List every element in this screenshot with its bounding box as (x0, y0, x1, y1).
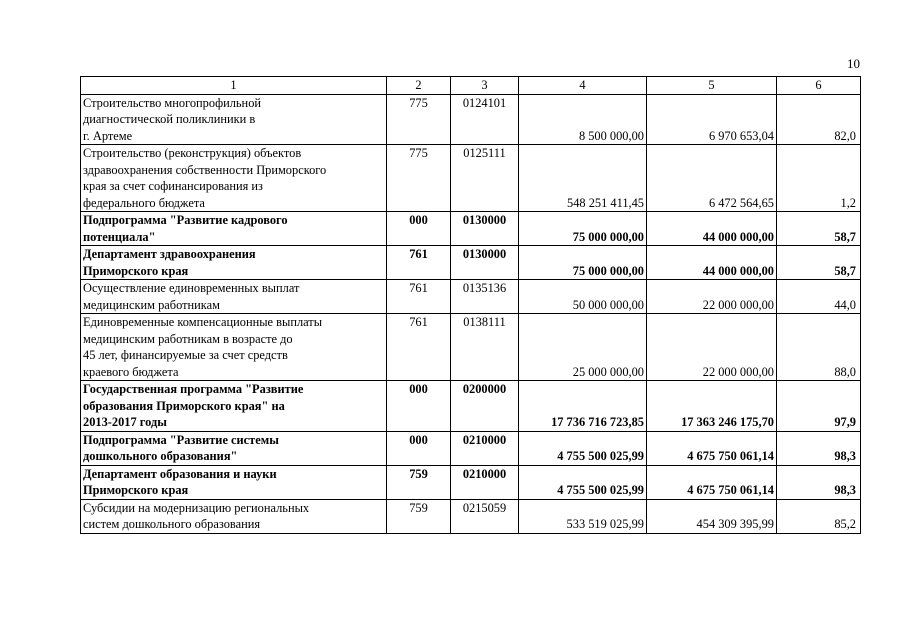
fact-amount-cell: 17 363 246 175,70 (647, 381, 777, 432)
csr-code-cell: 0130000 (451, 246, 519, 280)
fact-amount-cell: 454 309 395,99 (647, 499, 777, 533)
grbs-code-cell: 000 (387, 381, 451, 432)
fact-amount-cell: 4 675 750 061,14 (647, 431, 777, 465)
grbs-code-cell: 761 (387, 280, 451, 314)
row-name-cell (81, 314, 387, 381)
row-name-line: 45 лет, финансируемые за счет средств (83, 348, 288, 362)
row-name-line: г. Артеме (83, 128, 133, 143)
table-row (81, 246, 861, 280)
grbs-code-cell: 775 (387, 94, 451, 145)
table-row (81, 465, 861, 499)
header-cell: 2 (387, 77, 451, 95)
row-name-cell (81, 499, 387, 533)
row-name-line: медицинским работникам в возрасте до (83, 331, 293, 346)
plan-amount-cell: 548 251 411,45 (519, 145, 647, 212)
plan-amount-cell: 25 000 000,00 (519, 314, 647, 381)
fact-amount-cell: 22 000 000,00 (647, 280, 777, 314)
table-row (81, 94, 861, 145)
row-name-cell (81, 280, 387, 314)
table-body (81, 77, 861, 534)
table-row (81, 314, 861, 381)
table-row (81, 212, 861, 246)
csr-code-cell: 0210000 (451, 431, 519, 465)
row-name-cell (81, 145, 387, 212)
table-row (81, 431, 861, 465)
row-name-line: края за счет софинансирования из (83, 179, 263, 193)
row-name-cell (81, 381, 387, 432)
table-header-row (81, 77, 861, 95)
percent-cell: 98,3 (777, 431, 861, 465)
row-name-cell (81, 246, 387, 280)
row-name-line: Департамент здравоохранения (83, 247, 256, 261)
percent-cell: 58,7 (777, 212, 861, 246)
plan-amount-cell: 4 755 500 025,99 (519, 465, 647, 499)
row-name-line: 2013-2017 годы (83, 415, 167, 429)
grbs-code-cell: 761 (387, 314, 451, 381)
row-name-line: Государственная программа "Развитие (83, 382, 304, 396)
row-name-line: Департамент образования и науки (83, 466, 277, 481)
header-cell: 4 (519, 77, 647, 95)
row-name-line: Строительство (реконструкция) объектов (83, 146, 302, 160)
plan-amount-cell: 533 519 025,99 (519, 499, 647, 533)
row-name-cell (81, 431, 387, 465)
csr-code-cell: 0215059 (451, 499, 519, 533)
csr-code-cell: 0125111 (451, 145, 519, 212)
fact-amount-cell: 44 000 000,00 (647, 246, 777, 280)
percent-cell: 82,0 (777, 94, 861, 145)
percent-cell: 44,0 (777, 280, 861, 314)
row-name-line: образования Приморского края" на (83, 398, 285, 413)
csr-code-cell: 0135136 (451, 280, 519, 314)
row-name-line: Строительство многопрофильной (83, 95, 262, 110)
csr-code-cell: 0130000 (451, 212, 519, 246)
fact-amount-cell: 4 675 750 061,14 (647, 465, 777, 499)
plan-amount-cell: 17 736 716 723,85 (519, 381, 647, 432)
fact-amount-cell: 44 000 000,00 (647, 212, 777, 246)
row-name-line: систем дошкольного образования (83, 517, 261, 531)
row-name-line: федерального бюджета (83, 195, 205, 210)
csr-code-cell: 0210000 (451, 465, 519, 499)
grbs-code-cell: 761 (387, 246, 451, 280)
fact-amount-cell: 22 000 000,00 (647, 314, 777, 381)
page-number: 10 (847, 56, 860, 71)
grbs-code-cell: 775 (387, 145, 451, 212)
row-name-line: Приморского края (83, 483, 189, 497)
grbs-code-cell: 759 (387, 465, 451, 499)
table-row (81, 381, 861, 432)
header-cell: 6 (777, 77, 861, 95)
grbs-code-cell: 759 (387, 499, 451, 533)
table-row (81, 499, 861, 533)
plan-amount-cell: 8 500 000,00 (519, 94, 647, 145)
row-name-line: Подпрограмма "Развитие системы (83, 432, 279, 447)
header-cell: 3 (451, 77, 519, 95)
budget-table (80, 76, 861, 534)
grbs-code-cell: 000 (387, 212, 451, 246)
percent-cell: 1,2 (777, 145, 861, 212)
row-name-line: Субсидии на модернизацию региональных (83, 500, 310, 515)
row-name-line: медицинским работникам (83, 297, 220, 312)
plan-amount-cell: 50 000 000,00 (519, 280, 647, 314)
csr-code-cell: 0200000 (451, 381, 519, 432)
header-cell: 1 (81, 77, 387, 95)
row-name-line: диагностической поликлиники в (83, 112, 256, 126)
row-name-line: Осуществление единовременных выплат (83, 281, 300, 295)
row-name-cell (81, 212, 387, 246)
row-name-line: здравоохранения собственности Приморского (83, 162, 327, 177)
row-name-line: дошкольного образования" (83, 449, 238, 463)
row-name-line: Приморского края (83, 263, 189, 278)
plan-amount-cell: 75 000 000,00 (519, 246, 647, 280)
fact-amount-cell: 6 472 564,65 (647, 145, 777, 212)
grbs-code-cell: 000 (387, 431, 451, 465)
percent-cell: 98,3 (777, 465, 861, 499)
row-name-line: Единовременные компенсационные выплаты (83, 315, 323, 329)
fact-amount-cell: 6 970 653,04 (647, 94, 777, 145)
percent-cell: 85,2 (777, 499, 861, 533)
plan-amount-cell: 75 000 000,00 (519, 212, 647, 246)
row-name-line: потенциала" (83, 229, 156, 244)
table-row (81, 280, 861, 314)
percent-cell: 88,0 (777, 314, 861, 381)
percent-cell: 97,9 (777, 381, 861, 432)
table-row (81, 145, 861, 212)
row-name-cell (81, 94, 387, 145)
csr-code-cell: 0138111 (451, 314, 519, 381)
csr-code-cell: 0124101 (451, 94, 519, 145)
plan-amount-cell: 4 755 500 025,99 (519, 431, 647, 465)
row-name-cell (81, 465, 387, 499)
percent-cell: 58,7 (777, 246, 861, 280)
row-name-line: Подпрограмма "Развитие кадрового (83, 213, 288, 227)
header-cell: 5 (647, 77, 777, 95)
row-name-line: краевого бюджета (83, 364, 179, 379)
